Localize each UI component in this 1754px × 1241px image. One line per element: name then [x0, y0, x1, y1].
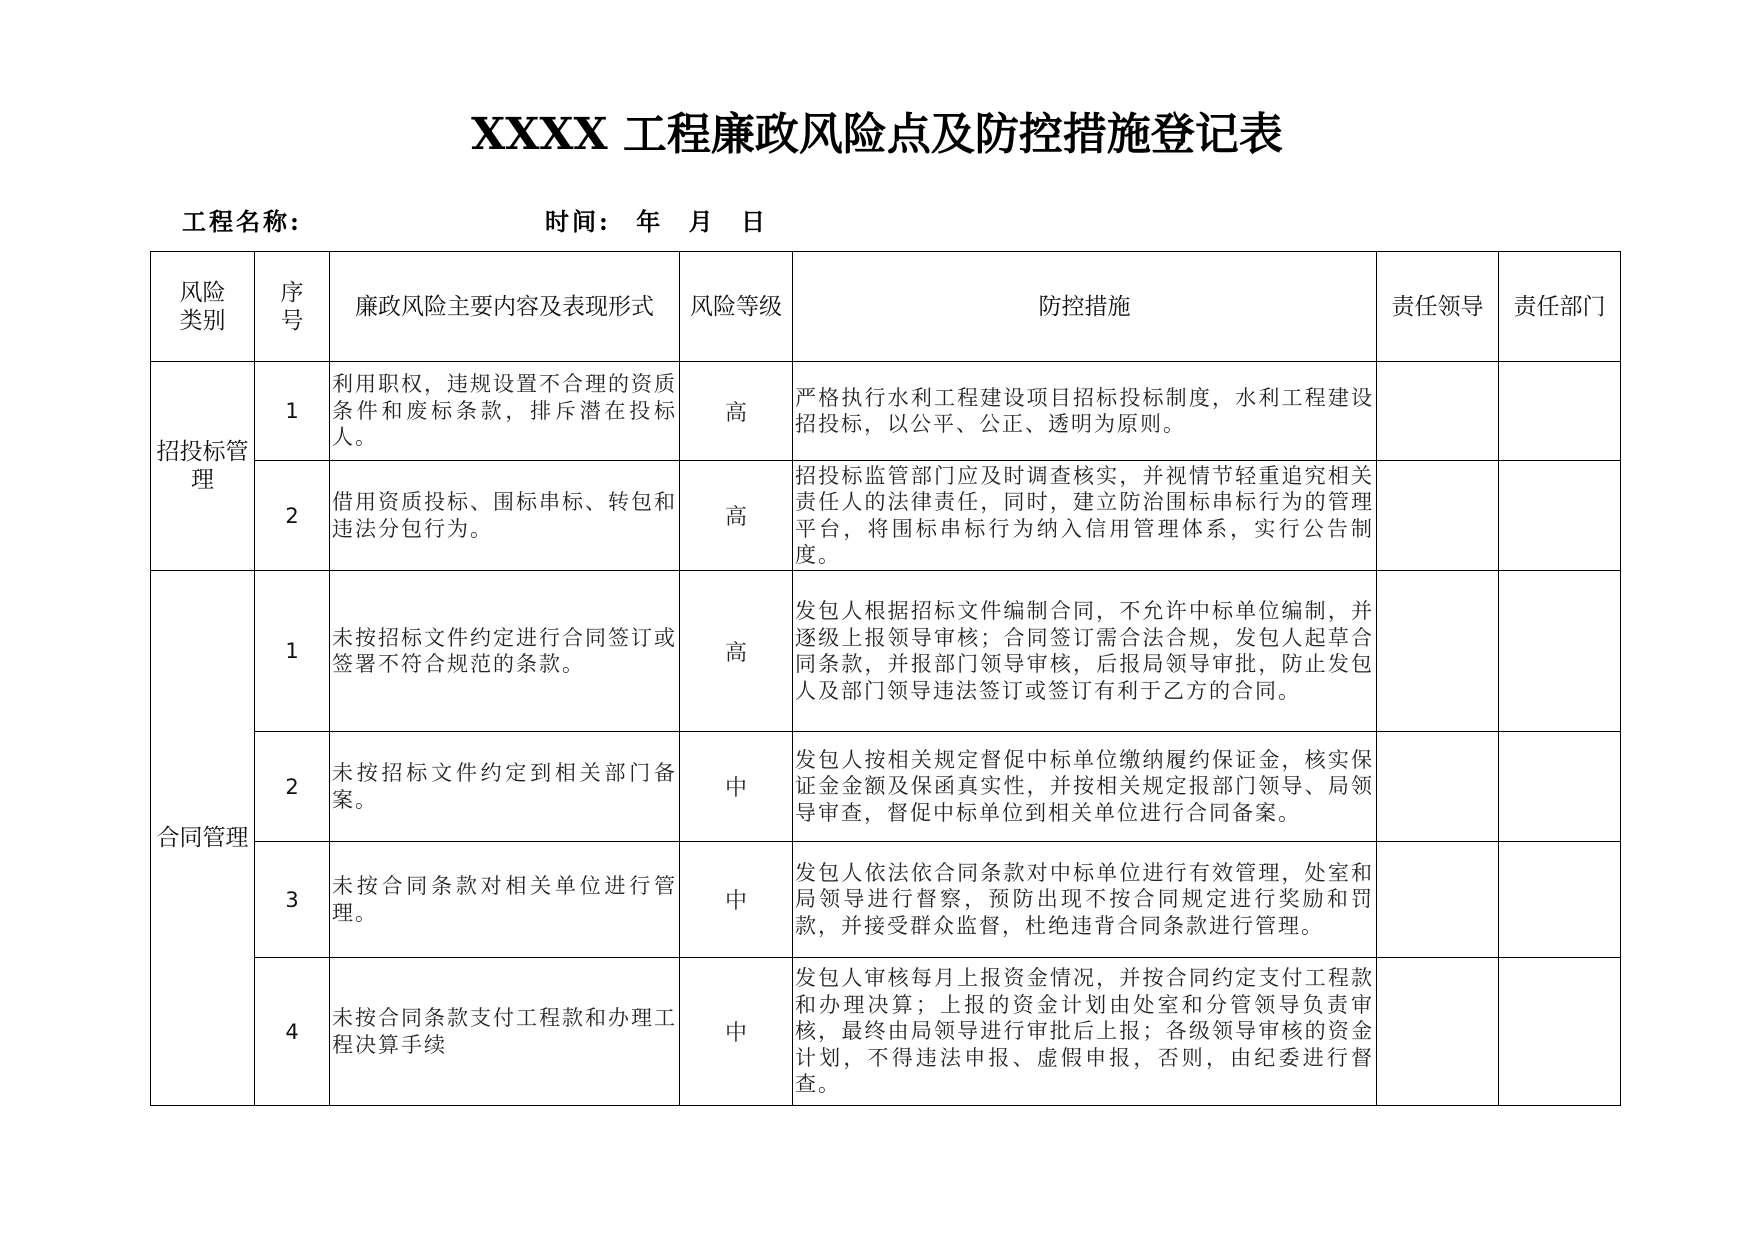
header-leader: 责任领导: [1377, 252, 1499, 362]
header-content: 廉政风险主要内容及表现形式: [330, 252, 680, 362]
measure-cell: 招投标监管部门应及时调查核实，并视情节轻重追究相关责任人的法律责任，同时，建立防治围标串标行为的管理平台，将围标串标行为纳入信用管理体系，实行公告制度。: [793, 461, 1377, 571]
table-row: [151, 362, 1621, 461]
risk-register-table: [150, 251, 1621, 1106]
level-cell: 中: [680, 842, 793, 958]
date-line: [545, 202, 782, 237]
project-name-label: 工程名称:: [182, 207, 302, 236]
header-category: 风险类别: [151, 252, 255, 362]
content-cell: 借用资质投标、围标串标、转包和违法分包行为。: [330, 461, 680, 571]
leader-cell: [1377, 571, 1499, 732]
seq-cell: 2: [255, 732, 330, 842]
seq-cell: 1: [255, 362, 330, 461]
dept-cell: [1499, 362, 1621, 461]
table-row: [151, 571, 1621, 732]
level-cell: 高: [680, 362, 793, 461]
month-label: 月: [688, 207, 716, 236]
table-row: [151, 842, 1621, 958]
level-cell: 中: [680, 732, 793, 842]
seq-cell: 4: [255, 958, 330, 1106]
leader-cell: [1377, 362, 1499, 461]
dept-cell: [1499, 958, 1621, 1106]
header-measure: 防控措施: [793, 252, 1377, 362]
header-seq: 序号: [255, 252, 330, 362]
year-label: 年: [636, 207, 664, 236]
level-cell: 中: [680, 958, 793, 1106]
dept-cell: [1499, 461, 1621, 571]
header-dept: 责任部门: [1499, 252, 1621, 362]
level-cell: 高: [680, 571, 793, 732]
seq-cell: 3: [255, 842, 330, 958]
seq-cell: 1: [255, 571, 330, 732]
content-cell: 未按合同条款支付工程款和办理工程决算手续: [330, 958, 680, 1106]
leader-cell: [1377, 958, 1499, 1106]
level-cell: 高: [680, 461, 793, 571]
header-row: [151, 252, 1621, 362]
header-level: 风险等级: [680, 252, 793, 362]
seq-cell: 2: [255, 461, 330, 571]
category-cell: 合同管理: [151, 571, 255, 1106]
measure-cell: 发包人按相关规定督促中标单位缴纳履约保证金，核实保证金金额及保函真实性，并按相关规定报部门领导、局领导审查，督促中标单位到相关单位进行合同备案。: [793, 732, 1377, 842]
leader-cell: [1377, 461, 1499, 571]
document-title: XXXX 工程廉政风险点及防控措施登记表: [471, 109, 1283, 160]
content-cell: 未按合同条款对相关单位进行管理。: [330, 842, 680, 958]
table-row: [151, 732, 1621, 842]
measure-cell: 严格执行水利工程建设项目招标投标制度，水利工程建设招投标，以公平、公正、透明为原则。: [793, 362, 1377, 461]
measure-cell: 发包人依法依合同条款对中标单位进行有效管理，处室和局领导进行督察，预防出现不按合同规定进行奖励和罚款，并接受群众监督，杜绝违背合同条款进行管理。: [793, 842, 1377, 958]
measure-cell: 发包人根据招标文件编制合同，不允许中标单位编制，并逐级上报领导审核；合同签订需合法合规，发包人起草合同条款，并报部门领导审核，后报局领导审批，防止发包人及部门领导违法签订或签订有利于乙方的合同。: [793, 571, 1377, 732]
dept-cell: [1499, 842, 1621, 958]
dept-cell: [1499, 732, 1621, 842]
day-label: 日: [740, 207, 768, 236]
leader-cell: [1377, 732, 1499, 842]
content-cell: 未按招标文件约定进行合同签订或签署不符合规范的条款。: [330, 571, 680, 732]
dept-cell: [1499, 571, 1621, 732]
table-row: [151, 461, 1621, 571]
content-cell: 未按招标文件约定到相关部门备案。: [330, 732, 680, 842]
leader-cell: [1377, 842, 1499, 958]
content-cell: 利用职权，违规设置不合理的资质条件和废标条款，排斥潜在投标人。: [330, 362, 680, 461]
category-cell: 招投标管理: [151, 362, 255, 571]
measure-cell: 发包人审核每月上报资金情况，并按合同约定支付工程款和办理决算；上报的资金计划由处室和分管领导负责审核，最终由局领导进行审批后上报；各级领导审核的资金计划，不得违法申报、虚假申报，否则，由纪委进行督查。: [793, 958, 1377, 1106]
table-row: [151, 958, 1621, 1106]
time-label: 时间:: [545, 207, 611, 236]
